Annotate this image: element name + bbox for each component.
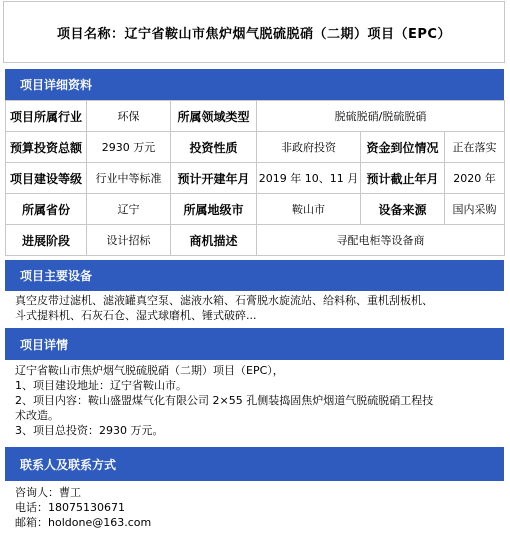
equipment-text — [15, 293, 433, 323]
field-value: 辽宁 — [87, 194, 171, 225]
field-value: 寻配电柜等设备商 — [257, 225, 505, 256]
section-header-equipment: 项目主要设备 — [5, 260, 504, 291]
field-label: 项目所属行业 — [6, 101, 87, 132]
info-line: 1、项目建设地址：辽宁省鞍山市。 — [15, 379, 187, 392]
field-value: 鞍山市 — [257, 194, 361, 225]
field-value: 非政府投资 — [257, 132, 361, 163]
details-row — [6, 194, 505, 225]
field-label: 预计开建年月 — [171, 163, 257, 194]
field-label: 预算投资总额 — [6, 132, 87, 163]
field-label: 进展阶段 — [6, 225, 87, 256]
info-text — [15, 363, 433, 438]
field-label: 设备来源 — [361, 194, 445, 225]
info-line: 术改造。 — [15, 409, 59, 422]
field-label: 所属领域类型 — [171, 101, 257, 132]
field-value: 国内采购 — [445, 194, 505, 225]
field-label: 商机描述 — [171, 225, 257, 256]
field-value: 2020 年 — [445, 163, 505, 194]
field-value: 2019 年 10、11 月 — [257, 163, 361, 194]
details-row — [6, 101, 505, 132]
field-value: 设计招标 — [87, 225, 171, 256]
contact-text — [15, 485, 151, 530]
details-row — [6, 225, 505, 256]
field-value: 环保 — [87, 101, 171, 132]
page-title: 项目名称：辽宁省鞍山市焦炉烟气脱硫脱硝（二期）项目（EPC） — [3, 1, 505, 63]
info-line: 辽宁省鞍山市焦炉烟气脱硫脱硝（二期）项目（EPC）， — [15, 364, 284, 377]
field-value: 脱硫脱硝/脱硫脱硝 — [257, 101, 505, 132]
field-label: 预计截止年月 — [361, 163, 445, 194]
equipment-line: 真空皮带过滤机、滤液罐真空泵、滤液水箱、石膏脱水旋流站、给料称、重机刮板机、 — [15, 294, 433, 307]
field-label: 资金到位情况 — [361, 132, 445, 163]
section-header-contact: 联系人及联系方式 — [5, 447, 504, 481]
field-value: 行业中等标准 — [87, 163, 171, 194]
field-label: 投资性质 — [171, 132, 257, 163]
details-row — [6, 163, 505, 194]
section-header-details: 项目详细资料 — [5, 69, 504, 100]
project-details-table — [5, 100, 505, 256]
contact-phone: 电话：18075130671 — [15, 501, 125, 514]
contact-person: 咨询人：曹工 — [15, 486, 81, 499]
field-label: 所属地级市 — [171, 194, 257, 225]
equipment-line: 斗式提料机、石灰石仓、湿式球磨机、锤式破碎... — [15, 309, 257, 322]
info-line: 2、项目内容：鞍山盛盟煤气化有限公司 2×55 孔侧装捣固焦炉烟道气脱硫脱硝工程技 — [15, 394, 434, 407]
project-page — [3, 1, 507, 537]
contact-email: 邮箱：holdone@163.com — [15, 516, 152, 529]
section-header-info: 项目详情 — [5, 328, 504, 360]
field-value: 正在落实 — [445, 132, 505, 163]
field-label: 项目建设等级 — [6, 163, 87, 194]
field-value: 2930 万元 — [87, 132, 171, 163]
info-line: 3、项目总投资：2930 万元。 — [15, 424, 164, 437]
field-label: 所属省份 — [6, 194, 87, 225]
details-row — [6, 132, 505, 163]
